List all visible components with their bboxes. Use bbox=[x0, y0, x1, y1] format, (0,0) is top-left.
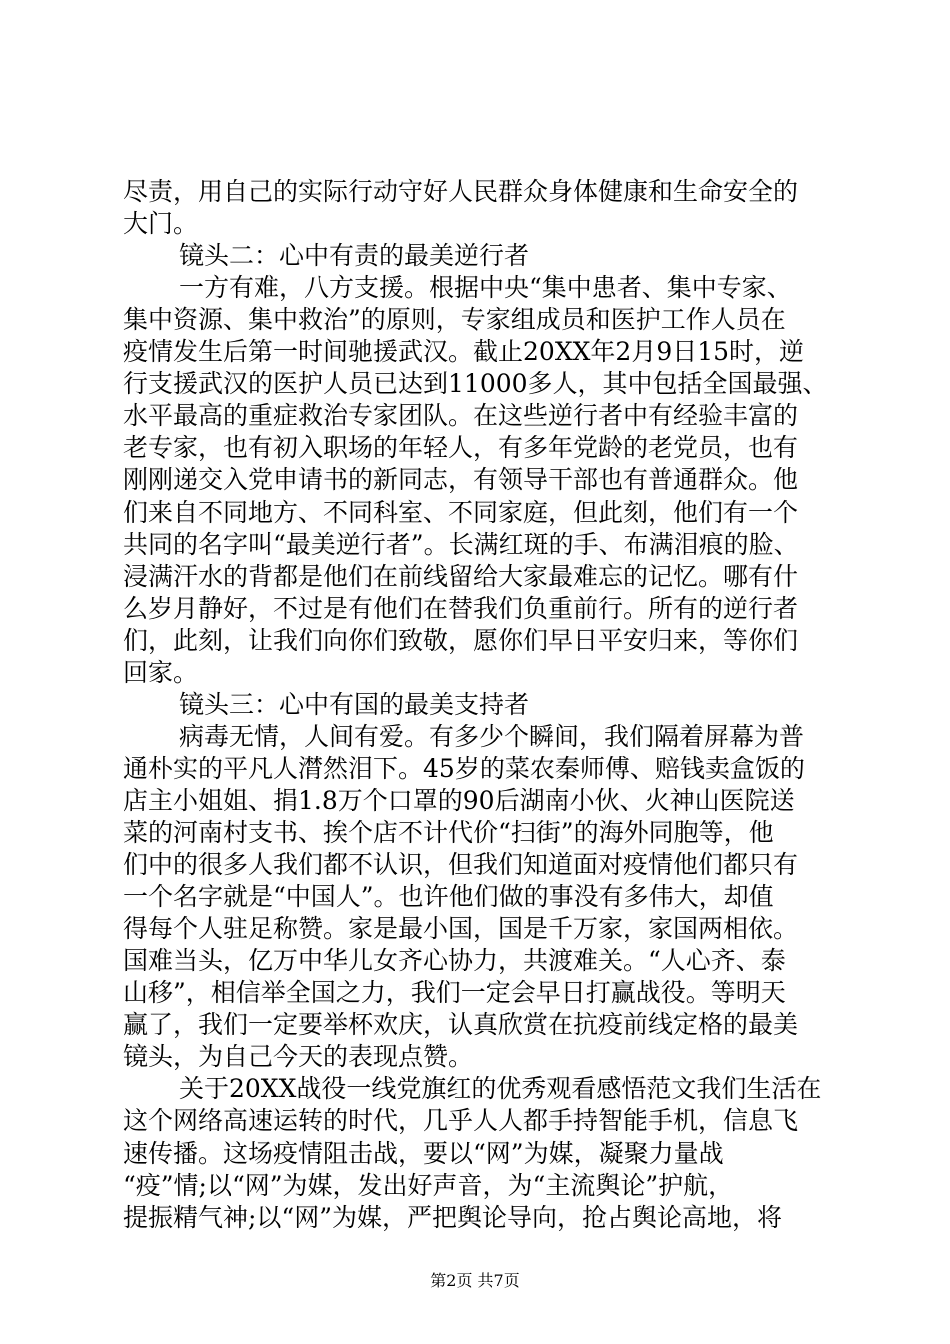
text-line: 大门。 bbox=[123, 209, 199, 239]
text-line: 赢了，我们一定要举杯欢庆，认真欣赏在抗疫前线定格的最美 bbox=[123, 1010, 799, 1040]
text-line: 镜头三：心中有国的最美支持者 bbox=[179, 689, 530, 719]
text-line: 山移”，相信举全国之力，我们一定会早日打赢战役。等明天 bbox=[123, 978, 786, 1008]
text-line: 菜的河南村支书、挨个店不计代价“扫街”的海外同胞等，他 bbox=[123, 818, 774, 847]
text-line: 行支援武汉的医护人员已达到11000多人，其中包括全国最强、 bbox=[123, 369, 828, 399]
text-line: 们来自不同地方、不同科室、不同家庭，但此刻，他们有一个 bbox=[123, 497, 799, 527]
text-line: 刚刚递交入党申请书的新同志，有领导干部也有普通群众。他 bbox=[123, 465, 799, 495]
text-line: 速传播。这场疫情阻击战，要以“网”为媒，凝聚力量战 bbox=[123, 1138, 724, 1168]
text-line: 回家。 bbox=[123, 657, 199, 687]
text-line: 水平最高的重症救治专家团队。在这些逆行者中有经验丰富的 bbox=[123, 401, 799, 431]
text-line: 浸满汗水的背都是他们在前线留给大家最难忘的记忆。哪有什 bbox=[123, 561, 799, 591]
text-line: 么岁月静好，不过是有他们在替我们负重前行。所有的逆行者 bbox=[123, 593, 799, 623]
text-line: 疫情发生后第一时间驰援武汉。截止20XX年2月9日15时，逆 bbox=[123, 337, 805, 367]
text-line: 得每个人驻足称赞。家是最小国，国是千万家，家国两相依。 bbox=[123, 914, 799, 944]
text-line: 一个名字就是“中国人”。也许他们做的事没有多伟大，却值 bbox=[123, 882, 774, 912]
text-line: 提振精气神;以“网”为媒，严把舆论导向，抢占舆论高地，将 bbox=[123, 1202, 782, 1232]
text-line: 关于20XX战役一线党旗红的优秀观看感悟范文我们生活在 bbox=[179, 1074, 822, 1104]
text-line: 尽责，用自己的实际行动守好人民群众身体健康和生命安全的 bbox=[123, 177, 799, 206]
text-line: 镜头二：心中有责的最美逆行者 bbox=[179, 241, 530, 271]
text-line: 店主小姐姐、捐1.8万个口罩的90后湖南小伙、火神山医院送 bbox=[123, 785, 795, 815]
page-footer: 第2页 共7页 bbox=[430, 1271, 520, 1290]
text-line: 共同的名字叫“最美逆行者”。长满红斑的手、布满泪痕的脸、 bbox=[123, 529, 799, 559]
text-line: 们，此刻，让我们向你们致敬，愿你们早日平安归来，等你们 bbox=[123, 625, 799, 655]
text-line: 老专家，也有初入职场的年轻人，有多年党龄的老党员，也有 bbox=[123, 433, 799, 463]
text-line: 国难当头，亿万中华儿女齐心协力，共渡难关。“人心齐、泰 bbox=[123, 946, 786, 976]
text-line: 这个网络高速运转的时代，几乎人人都手持智能手机，信息飞 bbox=[123, 1106, 799, 1136]
text-line: 镜头，为自己今天的表现点赞。 bbox=[123, 1042, 474, 1072]
text-line: 们中的很多人我们都不认识，但我们知道面对疫情他们都只有 bbox=[123, 850, 799, 880]
text-line: “疫”情;以“网”为媒，发出好声音，为“主流舆论”护航， bbox=[123, 1170, 734, 1200]
text-line: 一方有难，八方支援。根据中央“集中患者、集中专家、 bbox=[179, 273, 792, 303]
text-line: 病毒无情，人间有爱。有多少个瞬间，我们隔着屏幕为普 bbox=[179, 721, 805, 751]
text-line: 集中资源、集中救治”的原则，专家组成员和医护工作人员在 bbox=[123, 305, 786, 335]
text-line: 通朴实的平凡人潸然泪下。45岁的菜农秦师傅、赔钱卖盒饭的 bbox=[123, 753, 805, 783]
